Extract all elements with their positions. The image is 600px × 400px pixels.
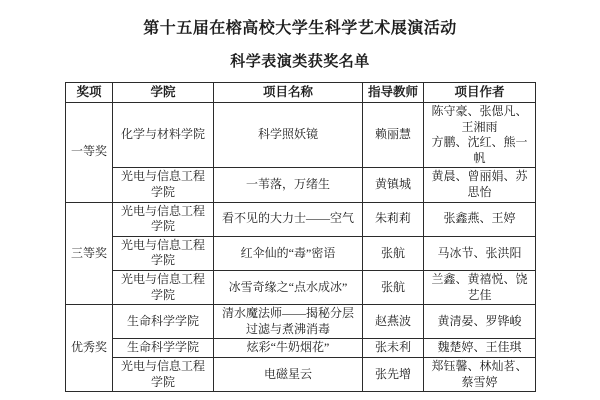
authors-cell <box>424 168 536 202</box>
table-row <box>66 202 536 236</box>
awards-table <box>65 82 536 392</box>
page-title: 第十五届在榕高校大学生科学艺术展演活动 <box>143 20 457 37</box>
college-cell: 光电与信息工程学院 <box>113 236 214 270</box>
project-cell: 红伞仙的“毒”密语 <box>214 236 363 270</box>
authors-cell <box>424 270 536 304</box>
college-cell: 化学与材料学院 <box>113 103 214 168</box>
authors-line: 魏楚婷、王佳琪 <box>437 340 522 355</box>
authors-cell <box>424 357 536 391</box>
authors-line: 郑钰馨、林灿茗、蔡雪婷 <box>431 358 528 389</box>
project-cell: 看不见的大力士——空气 <box>214 202 363 236</box>
authors-line: 张鑫燕、王婷 <box>443 211 516 226</box>
table-row <box>66 103 536 168</box>
award-cell-excellence-prize: 优秀奖 <box>66 305 113 392</box>
authors-line: 兰鑫、黄禧悦、饶艺佳 <box>431 271 528 302</box>
col-header-authors: 项目作者 <box>424 83 536 103</box>
college-cell: 光电与信息工程学院 <box>113 357 214 391</box>
col-header-project: 项目名称 <box>214 83 363 103</box>
page-subtitle: 科学表演类获奖名单 <box>230 54 370 70</box>
award-cell-first-prize: 一等奖 <box>66 103 113 203</box>
authors-cell <box>424 236 536 270</box>
project-cell: 清水魔法师——揭秘分层过滤与煮沸消毒 <box>214 305 363 339</box>
table-row <box>66 168 536 202</box>
project-cell: 科学照妖镜 <box>214 103 363 168</box>
teacher-cell: 张先增 <box>363 357 424 391</box>
project-cell: 冰雪奇缘之“点水成冰” <box>214 270 363 304</box>
college-cell: 光电与信息工程学院 <box>113 202 214 236</box>
project-cell: 一苇落，万绪生 <box>214 168 363 202</box>
college-cell: 生命科学学院 <box>113 305 214 339</box>
table-row <box>66 270 536 304</box>
teacher-cell: 张航 <box>363 270 424 304</box>
authors-cell <box>424 202 536 236</box>
college-cell: 生命科学学院 <box>113 339 214 358</box>
authors-cell <box>424 339 536 358</box>
college-cell: 光电与信息工程学院 <box>113 168 214 202</box>
table-row <box>66 236 536 270</box>
authors-line: 黄晨、曾丽娟、苏思怡 <box>431 169 528 199</box>
award-cell-third-prize: 三等奖 <box>66 202 113 305</box>
col-header-award: 奖项 <box>66 83 113 103</box>
teacher-cell: 张航 <box>363 236 424 270</box>
authors-cell <box>424 305 536 339</box>
authors-line: 陈守豪、张偲凡、王湘雨 <box>431 104 528 134</box>
table-row <box>66 357 536 391</box>
teacher-cell: 赖丽慧 <box>363 103 424 168</box>
teacher-cell: 张未利 <box>363 339 424 358</box>
col-header-teacher: 指导教师 <box>363 83 424 103</box>
table-row <box>66 305 536 339</box>
project-cell: 炫彩“牛奶烟花” <box>214 339 363 358</box>
table-header-row <box>66 83 536 103</box>
authors-line: 马冰节、张洪阳 <box>437 245 522 260</box>
teacher-cell: 赵燕波 <box>363 305 424 339</box>
authors-line: 方鹏、沈红、熊一帆 <box>431 135 528 165</box>
teacher-cell: 黄镇城 <box>363 168 424 202</box>
college-cell: 光电与信息工程学院 <box>113 270 214 304</box>
teacher-cell: 朱莉莉 <box>363 202 424 236</box>
table-row <box>66 339 536 358</box>
authors-cell <box>424 103 536 168</box>
project-cell: 电磁星云 <box>214 357 363 391</box>
authors-line: 黄清晏、罗铧峻 <box>437 313 522 328</box>
col-header-college: 学院 <box>113 83 214 103</box>
